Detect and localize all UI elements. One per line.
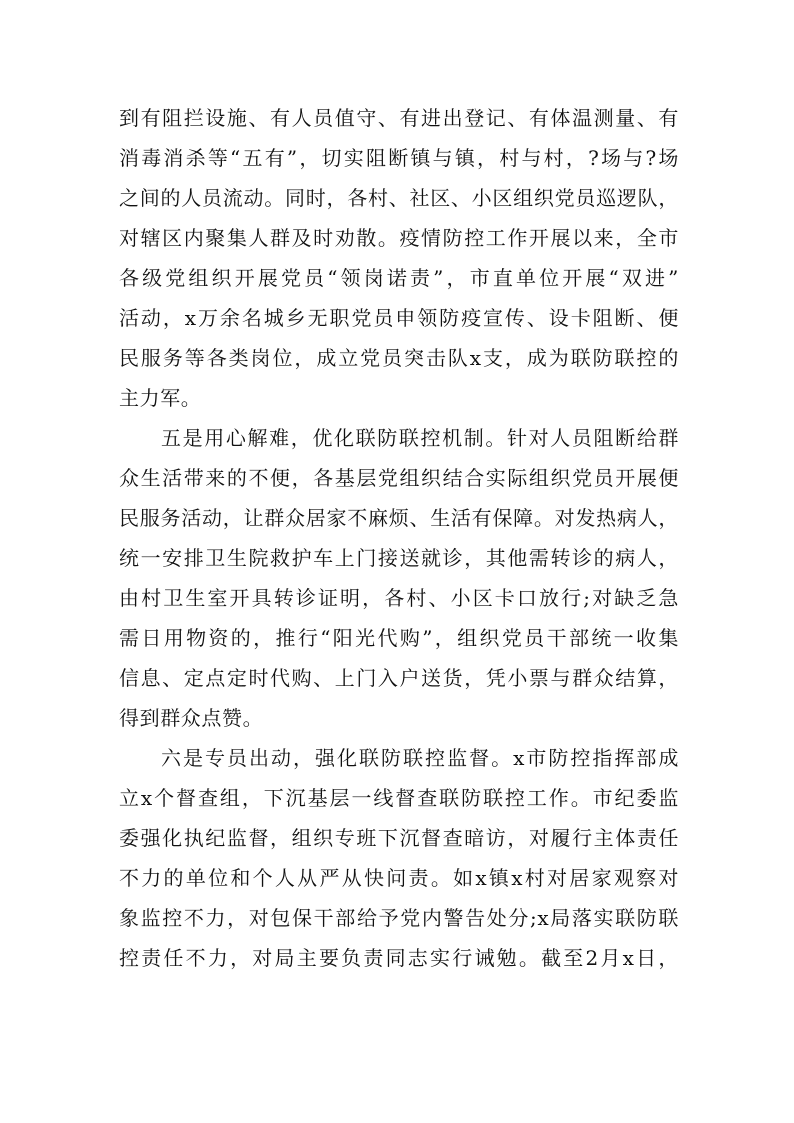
- text-line: 民服务等各类岗位，成立党员突击队x支，成为联防联控的: [119, 346, 679, 370]
- text-line: 控责任不力，对局主要负责同志实行诫勉。截至2月x日，: [119, 946, 679, 970]
- text-line: 统一安排卫生院救护车上门接送就诊，其他需转诊的病人，: [119, 546, 679, 570]
- text-line: 之间的人员流动。同时，各村、社区、小区组织党员巡逻队，: [119, 186, 679, 210]
- text-line: 信息、定点定时代购、上门入户送货，凭小票与群众结算，: [119, 666, 679, 690]
- text-line: 委强化执纪监督，组织专班下沉督查暗访，对履行主体责任: [119, 826, 679, 850]
- text-line: 得到群众点赞。: [119, 706, 264, 730]
- paragraph-first-line: 五是用心解难，优化联防联控机制。针对人员阻断给群: [161, 426, 679, 450]
- text-line: 象监控不力，对包保干部给予党内警告处分;x局落实联防联: [119, 906, 679, 930]
- text-line: 需日用物资的，推行“阳光代购”，组织党员干部统一收集: [119, 626, 679, 650]
- text-line: 主力军。: [119, 386, 202, 410]
- text-line: 对辖区内聚集人群及时劝散。疫情防控工作开展以来，全市: [119, 226, 679, 250]
- text-line: 消毒消杀等“五有”，切实阻断镇与镇，村与村，?场与?场: [119, 146, 679, 170]
- text-line: 众生活带来的不便，各基层党组织结合实际组织党员开展便: [119, 466, 679, 490]
- document-body: [119, 98, 679, 978]
- text-line: 立x个督查组，下沉基层一线督查联防联控工作。市纪委监: [119, 786, 679, 810]
- text-line: 由村卫生室开具转诊证明，各村、小区卡口放行;对缺乏急: [119, 586, 679, 610]
- paragraph-first-line: 六是专员出动，强化联防联控监督。x市防控指挥部成: [161, 746, 679, 770]
- text-line: 活动，x万余名城乡无职党员申领防疫宣传、设卡阻断、便: [119, 306, 679, 330]
- text-line: 不力的单位和个人从严从快问责。如x镇x村对居家观察对: [119, 866, 679, 890]
- text-line: 民服务活动，让群众居家不麻烦、生活有保障。对发热病人，: [119, 506, 679, 530]
- text-line: 到有阻拦设施、有人员值守、有进出登记、有体温测量、有: [119, 106, 679, 130]
- text-line: 各级党组织开展党员“领岗诺责”，市直单位开展“双进”: [119, 266, 679, 290]
